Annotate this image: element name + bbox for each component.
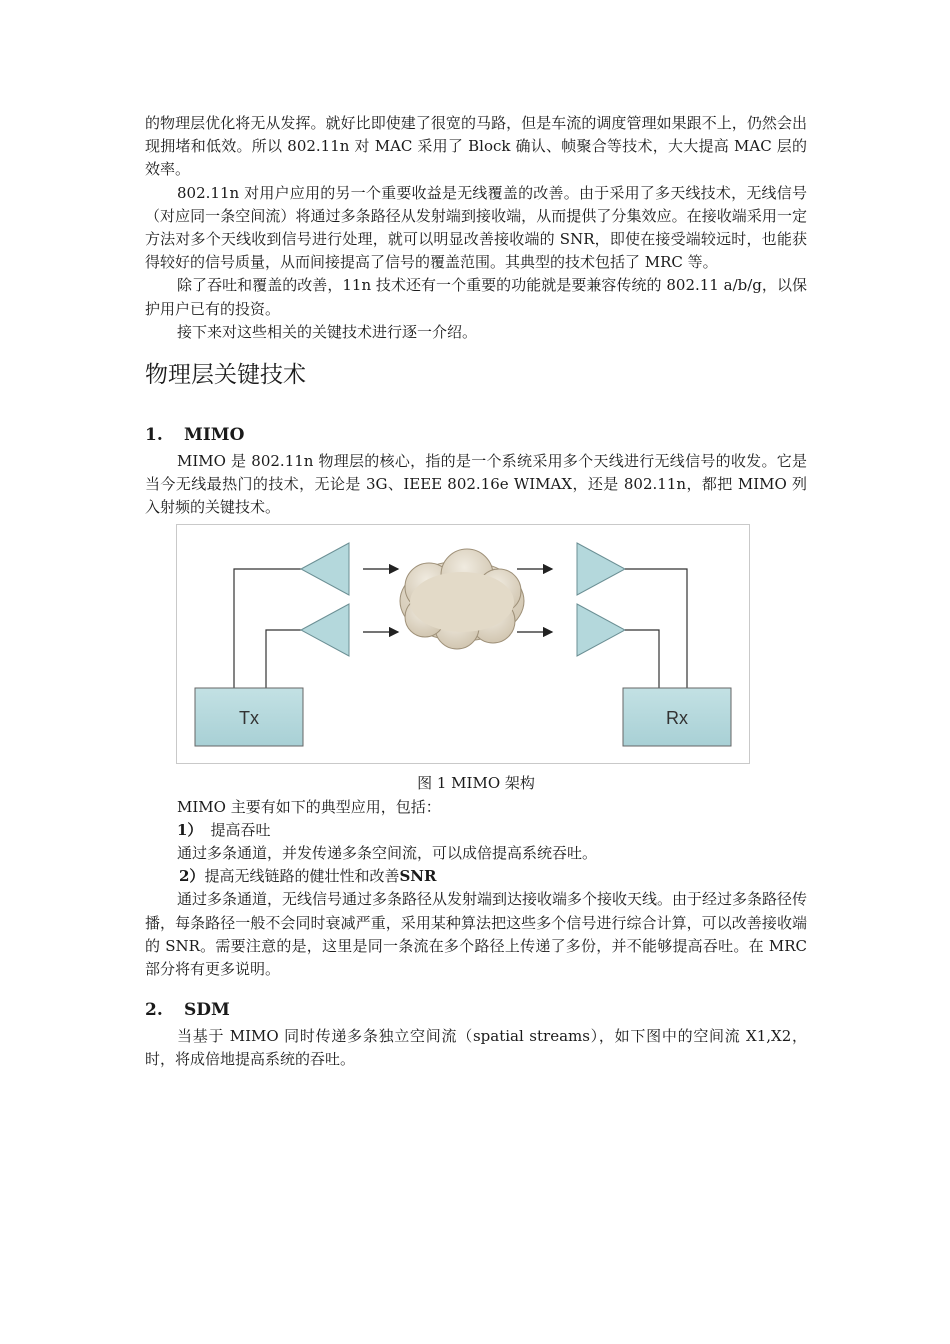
- intro-paragraph-3: 除了吞吐和覆盖的改善，11n 技术还有一个重要的功能就是要兼容传统的 802.11 a/b/g，以保护用户已有的投资。: [145, 276, 807, 318]
- cloud-icon: [400, 549, 524, 649]
- mimo-item-1-title: 提高吞吐: [210, 820, 271, 839]
- mimo-item-2-number: 2）: [179, 867, 205, 886]
- mimo-item-2-desc: 通过多条通道，无线信号通过多条路径从发射端到达接收端多个接收天线。由于经过多条路径传播，每条路径一般不会同时衰减严重，采用某种算法把这些多个信号进行综合计算，可以改善接收端的 SNR。需要注意的是，这里是同一条流在多个路径上传递了多份，并不能够提高吞吐。在 MRC 部分将有更多说明。: [145, 890, 808, 979]
- sdm-paragraph: 当基于 MIMO 同时传递多条独立空间流（spatial streams），如下图中的空间流 X1,X2，时，将成倍地提高系统的吞吐。: [145, 1027, 807, 1069]
- tx-label: Tx: [239, 707, 259, 728]
- rx-wire-1: [625, 569, 687, 688]
- mimo-paragraph: MIMO 是 802.11n 物理层的核心，指的是一个系统采用多个天线进行无线信号的收发。它是当今无线最热门的技术，无论是 3G、IEEE 802.16e WIMAX，还是 802.11n，都把 MIMO 列入射频的关键技术。: [145, 452, 807, 517]
- intro-paragraph-4: 接下来对这些相关的关键技术进行逐一介绍。: [177, 322, 478, 341]
- mimo-heading-title: MIMO: [184, 425, 245, 446]
- tx-antenna-1: [301, 543, 349, 595]
- sdm-heading-title: SDM: [184, 1000, 230, 1021]
- tx-antenna-2: [301, 604, 349, 656]
- rx-label: Rx: [666, 707, 688, 728]
- mimo-diagram: [177, 525, 749, 763]
- section-heading: 物理层关键技术: [145, 362, 306, 389]
- mimo-item-2: [145, 865, 807, 888]
- document-page: [145, 112, 807, 1072]
- mimo-item-1-desc: 通过多条通道，并发传递多条空间流，可以成倍提高系统吞吐。: [177, 844, 598, 863]
- rx-wire-2: [625, 630, 659, 688]
- mimo-apps-intro: MIMO 主要有如下的典型应用，包括：: [177, 797, 441, 816]
- mimo-item-1: [145, 819, 807, 842]
- mimo-heading-number: 1.: [145, 425, 163, 446]
- tx-wire-2: [266, 630, 301, 688]
- mimo-item-2-title-bold: SNR: [399, 867, 437, 886]
- sdm-heading-number: 2.: [145, 1000, 163, 1021]
- mimo-item-1-number: 1）: [177, 820, 203, 839]
- tx-wire-1: [234, 569, 301, 688]
- rx-antenna-1: [577, 543, 625, 595]
- mimo-heading: [145, 422, 807, 448]
- intro-paragraph-2: 802.11n 对用户应用的另一个重要收益是无线覆盖的改善。由于采用了多天线技术，无线信号（对应同一条空间流）将通过多条路径从发射端到接收端，从而提供了分集效应。在接收端采用一定方法对多个天线收到信号进行处理，就可以明显改善接收端的 SNR，即使在接受端较远时，也能获得较好的信号质量，从而间接提高了信号的覆盖范围。其典型的技术包括了 MRC 等。: [145, 183, 807, 272]
- mimo-figure: [176, 524, 750, 764]
- rx-antenna-2: [577, 604, 625, 656]
- mimo-item-2-title: 提高无线链路的健壮性和改善: [204, 867, 400, 886]
- figure-caption: 图 1 MIMO 架构: [417, 773, 535, 792]
- sdm-heading: [145, 997, 807, 1023]
- intro-paragraph-1: 的物理层优化将无从发挥。就好比即使建了很宽的马路，但是车流的调度管理如果跟不上，仍然会出现拥堵和低效。所以 802.11n 对 MAC 采用了 Block 确认、帧聚合等技术，大大提高 MAC 层的效率。: [145, 114, 807, 179]
